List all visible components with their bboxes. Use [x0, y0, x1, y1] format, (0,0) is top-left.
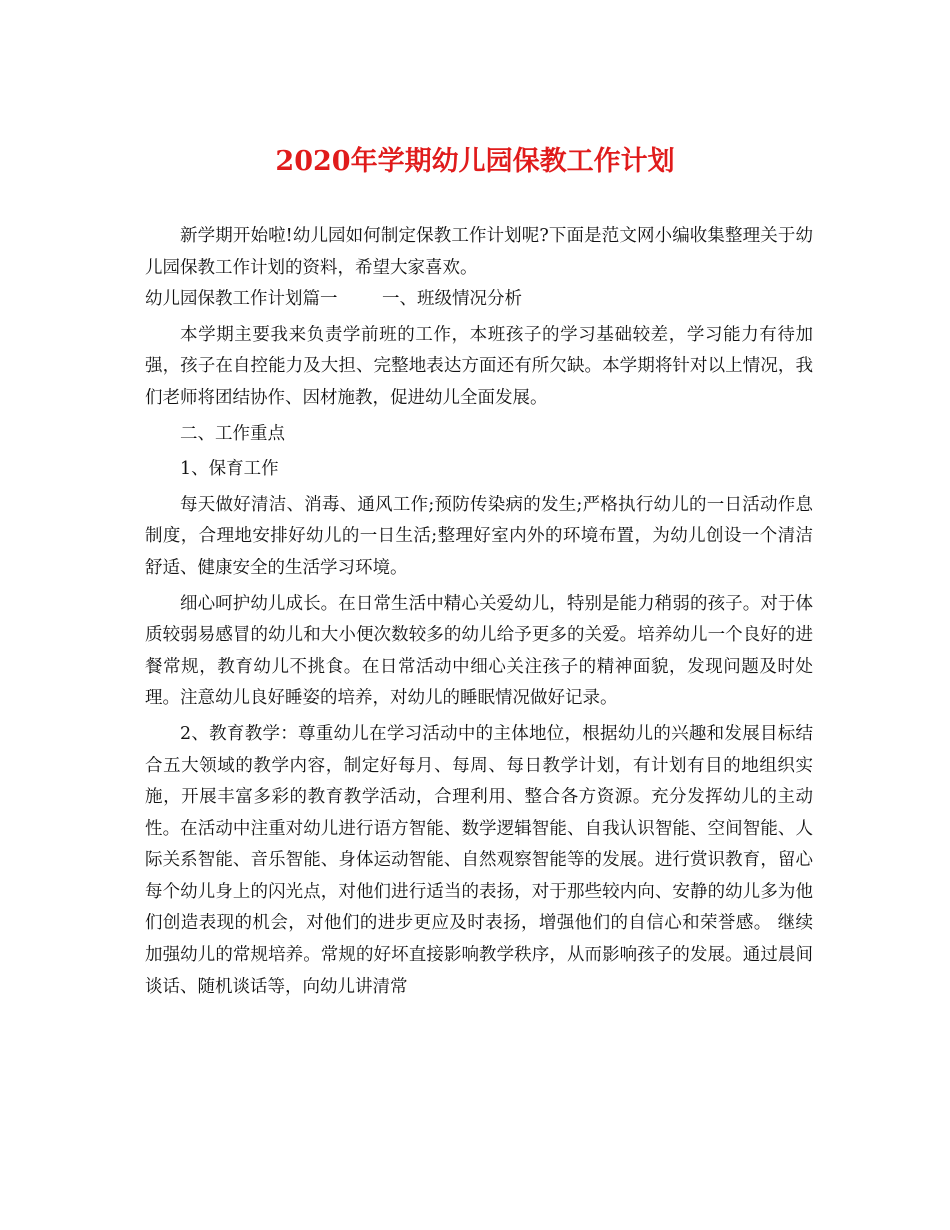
heading-work-focus: 二、工作重点: [180, 423, 285, 444]
paragraph-class-analysis: 本学期主要我来负责学前班的工作，本班孩子的学习基础较差，学习能力有待加强，孩子在自控能力及大担、完整地表达方面还有所欠缺。本学期将针对以上情况，我们老师将团结协作、因材施教，促进幼儿全面发展。: [145, 324, 813, 408]
document-body: [145, 221, 813, 1003]
paragraph-daily-hygiene: 每天做好清洁、消毒、通风工作;预防传染病的发生;严格执行幼儿的一日活动作息制度，合理地安排好幼儿的一日生活;整理好室内外的环境布置，为幼儿创设一个清洁舒适、健康安全的生活学习环境。: [145, 494, 813, 578]
section-title: 幼儿园保教工作计划篇一: [145, 289, 338, 310]
paragraph-education-teaching: 2、教育教学：尊重幼儿在学习活动中的主体地位，根据幼儿的兴趣和发展目标结合五大领域的教学内容，制定好每月、每周、每日教学计划，有计划有目的地组织实施，开展丰富多彩的教育教学活动，合理利用、整合各方资源。充分发挥幼儿的主动性。在活动中注重对幼儿进行语方智能、数学逻辑智能、自我认识智能、空间智能、人际关系智能、音乐智能、身体运动智能、自然观察智能等的发展。进行赏识教育，留心每个幼儿身上的闪光点，对他们进行适当的表扬，对于那些较内向、安静的幼儿多为他们创造表现的机会，对他们的进步更应及时表扬，增强他们的自信心和荣誉感。 继续加强幼儿的常规培养。常规的好坏直接影响教学秩序，从而影响孩子的发展。通过晨间谈话、随机谈话等，向幼儿讲清常: [145, 723, 813, 997]
heading-care-work: 1、保育工作: [180, 459, 279, 480]
subsection-title: 一、班级情况分析: [382, 289, 523, 310]
intro-paragraph: 新学期开始啦!幼儿园如何制定保教工作计划呢?下面是范文网小编收集整理关于幼儿园保教工作计划的资料，希望大家喜欢。: [145, 226, 813, 278]
document-title: 2020年学期幼儿园保教工作计划: [275, 146, 675, 177]
section-heading-line: [145, 284, 813, 316]
paragraph-care-growth: 细心呵护幼儿成长。在日常生活中精心关爱幼儿，特别是能力稍弱的孩子。对于体质较弱易感冒的幼儿和大小便次数较多的幼儿给予更多的关爱。培养幼儿一个良好的进餐常规，教育幼儿不挑食。在日常活动中细心关注孩子的精神面貌，发现问题及时处理。注意幼儿良好睡姿的培养，对幼儿的睡眠情况做好记录。: [145, 593, 813, 709]
